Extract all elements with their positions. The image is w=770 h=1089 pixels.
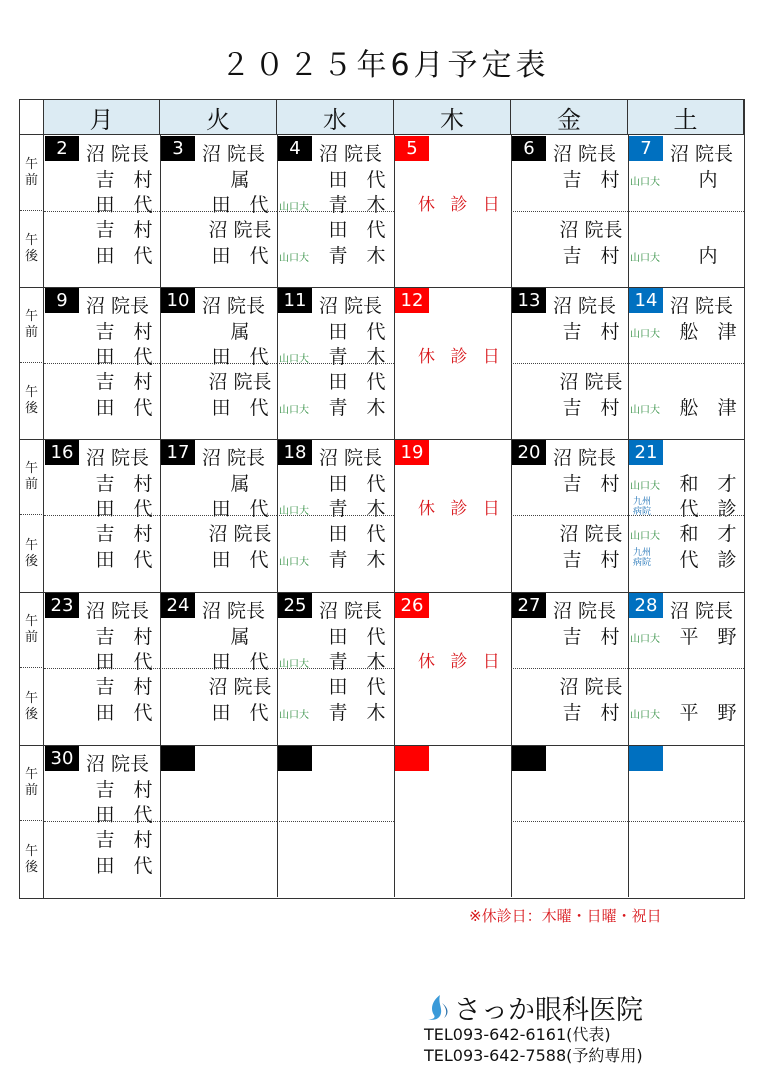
hospital-yamaguchi-label: 山口大 bbox=[630, 633, 660, 645]
doctor-director: 沼 院長 bbox=[553, 295, 617, 317]
doctor-director: 沼 院長 bbox=[202, 295, 266, 317]
day-number-9: 9 bbox=[45, 288, 79, 313]
closed-day-label: 休 診 日 bbox=[418, 652, 505, 672]
doctor-entry: 田 代 bbox=[328, 676, 386, 698]
day-number-13: 13 bbox=[512, 288, 546, 313]
doctor-director: 沼 院長 bbox=[202, 447, 266, 469]
closed-day-label: 休 診 日 bbox=[418, 499, 505, 519]
doctor-entry: 青 木 bbox=[328, 244, 386, 267]
doctor-entry: 田 代 bbox=[328, 219, 386, 241]
hospital-yamaguchi-label: 山口大 bbox=[279, 709, 309, 721]
day-number-25: 25 bbox=[278, 593, 312, 618]
doctor-entry: 田 代 bbox=[95, 396, 153, 419]
doctor-entry: 吉 村 bbox=[562, 396, 620, 419]
doctor-entry: 青 木 bbox=[328, 498, 386, 520]
doctor-entry: 吉 村 bbox=[562, 472, 620, 495]
doctor-director: 沼 院長 bbox=[319, 600, 383, 622]
doctor-entry: 青 木 bbox=[328, 701, 386, 724]
day-number-20: 20 bbox=[512, 440, 546, 465]
doctor-entry: 平 野 bbox=[679, 701, 737, 724]
doctor-entry: 属 bbox=[230, 320, 250, 343]
doctor-entry: 田 代 bbox=[95, 651, 153, 673]
doctor-director: 沼 院長 bbox=[86, 447, 150, 469]
doctor-director: 沼 院長 bbox=[553, 143, 617, 165]
doctor-entry: 和 才 bbox=[679, 472, 737, 495]
ampm-divider bbox=[511, 363, 628, 364]
day-number-4: 4 bbox=[278, 136, 312, 161]
doctor-entry: 属 bbox=[230, 168, 250, 191]
doctor-entry: 吉 村 bbox=[95, 676, 153, 698]
doctor-entry: 吉 村 bbox=[95, 371, 153, 393]
day-number-10: 10 bbox=[161, 288, 195, 313]
doctor-entry: 吉 村 bbox=[95, 219, 153, 241]
pm-label bbox=[20, 515, 44, 592]
am-label-text: 午前 bbox=[24, 308, 38, 340]
doctor-entry: 田 代 bbox=[211, 396, 269, 419]
ampm-divider bbox=[511, 515, 628, 516]
doctor-entry: 代 診 bbox=[679, 498, 737, 520]
pm-label-text: 午後 bbox=[24, 233, 38, 264]
doctor-entry: 田 代 bbox=[95, 194, 153, 216]
doctor-entry: 田 代 bbox=[211, 498, 269, 520]
pm-label bbox=[20, 363, 44, 439]
doctor-entry: 田 代 bbox=[211, 346, 269, 368]
weekday-header-0: 月 bbox=[44, 100, 160, 135]
doctor-entry: 沼 院長 bbox=[208, 523, 272, 545]
am-label bbox=[20, 135, 44, 211]
day-number-18: 18 bbox=[278, 440, 312, 465]
hospital-yamaguchi-label: 山口大 bbox=[630, 531, 660, 542]
doctor-entry: 田 代 bbox=[211, 701, 269, 724]
page-title: ２０２５年6月予定表 bbox=[220, 48, 550, 83]
doctor-director: 沼 院長 bbox=[553, 600, 617, 622]
ampm-divider bbox=[160, 821, 277, 822]
doctor-entry: 沼 院長 bbox=[208, 371, 272, 393]
closed-day-label: 休 診 日 bbox=[418, 195, 505, 215]
day-number-2: 2 bbox=[45, 136, 79, 161]
tel-reservation[interactable]: TEL093-642-7588(予約専用) bbox=[424, 1046, 643, 1065]
doctor-entry: 吉 村 bbox=[562, 625, 620, 648]
day-number-empty bbox=[395, 746, 429, 771]
doctor-entry: 沼 院長 bbox=[559, 676, 623, 698]
doctor-entry: 沼 院長 bbox=[208, 676, 272, 698]
doctor-entry: 和 才 bbox=[679, 523, 737, 545]
hospital-yamaguchi-label: 山口大 bbox=[279, 354, 309, 365]
day-number-empty bbox=[161, 746, 195, 771]
doctor-entry: 吉 村 bbox=[95, 472, 153, 495]
weekday-header-5: 土 bbox=[628, 100, 744, 135]
hospital-yamaguchi-label: 山口大 bbox=[279, 252, 309, 264]
header-corner bbox=[20, 100, 44, 135]
doctor-entry: 属 bbox=[230, 625, 250, 648]
weekday-header-1: 火 bbox=[160, 100, 277, 135]
doctor-entry: 田 代 bbox=[328, 523, 386, 545]
ampm-divider bbox=[511, 668, 628, 669]
day-number-21: 21 bbox=[629, 440, 663, 465]
doctor-entry: 青 木 bbox=[328, 396, 386, 419]
doctor-entry: 田 代 bbox=[95, 548, 153, 571]
doctor-entry: 田 代 bbox=[328, 625, 386, 648]
doctor-entry: 田 代 bbox=[95, 498, 153, 520]
doctor-director: 沼 院長 bbox=[670, 143, 734, 165]
doctor-entry: 田 代 bbox=[328, 472, 386, 495]
doctor-entry: 吉 村 bbox=[95, 320, 153, 343]
doctor-entry: 田 代 bbox=[95, 701, 153, 724]
pm-label bbox=[20, 821, 44, 898]
hospital-yamaguchi-label: 山口大 bbox=[630, 328, 660, 340]
doctor-entry: 内 bbox=[698, 168, 718, 191]
doctor-entry: 田 代 bbox=[328, 371, 386, 393]
weekday-header-2: 水 bbox=[277, 100, 394, 135]
ampm-divider bbox=[277, 821, 394, 822]
column-divider bbox=[511, 135, 512, 897]
doctor-entry: 田 代 bbox=[211, 548, 269, 571]
doctor-entry: 吉 村 bbox=[95, 168, 153, 191]
closed-day-label: 休 診 日 bbox=[418, 347, 505, 367]
doctor-entry: 吉 村 bbox=[562, 548, 620, 571]
doctor-director: 沼 院長 bbox=[319, 295, 383, 317]
column-divider bbox=[628, 135, 629, 897]
doctor-entry: 吉 村 bbox=[95, 829, 153, 851]
doctor-entry: 沼 院長 bbox=[559, 371, 623, 393]
doctor-entry: 田 代 bbox=[328, 320, 386, 343]
am-label bbox=[20, 745, 44, 821]
doctor-entry: 吉 村 bbox=[562, 244, 620, 267]
doctor-entry: 吉 村 bbox=[562, 168, 620, 191]
hospital-yamaguchi-label: 山口大 bbox=[279, 556, 309, 568]
ampm-divider bbox=[628, 821, 744, 822]
day-number-19: 19 bbox=[395, 440, 429, 465]
tel-main[interactable]: TEL093-642-6161(代表) bbox=[424, 1025, 611, 1044]
weekday-header-4: 金 bbox=[511, 100, 628, 135]
doctor-director: 沼 院長 bbox=[86, 143, 150, 165]
day-number-30: 30 bbox=[45, 746, 79, 771]
doctor-director: 沼 院長 bbox=[319, 143, 383, 165]
pm-label bbox=[20, 211, 44, 287]
hospital-yamaguchi-label: 山口大 bbox=[630, 176, 660, 188]
doctor-director: 沼 院長 bbox=[553, 447, 617, 469]
doctor-director: 沼 院長 bbox=[86, 753, 150, 775]
day-number-11: 11 bbox=[278, 288, 312, 313]
hospital-yamaguchi-label: 山口大 bbox=[279, 506, 309, 517]
ampm-divider bbox=[511, 211, 628, 212]
day-number-6: 6 bbox=[512, 136, 546, 161]
closed-days-note: ※休診日：木曜・日曜・祝日 bbox=[469, 907, 662, 925]
day-number-24: 24 bbox=[161, 593, 195, 618]
ampm-divider bbox=[628, 363, 744, 364]
doctor-director: 沼 院長 bbox=[202, 600, 266, 622]
doctor-entry: 吉 村 bbox=[95, 625, 153, 648]
day-number-28: 28 bbox=[629, 593, 663, 618]
doctor-entry: 田 代 bbox=[211, 651, 269, 673]
hospital-kyushu-label: 九州病院 bbox=[632, 547, 651, 568]
doctor-entry: 吉 村 bbox=[562, 320, 620, 343]
day-number-7: 7 bbox=[629, 136, 663, 161]
doctor-entry: 田 代 bbox=[328, 168, 386, 191]
doctor-entry: 田 代 bbox=[95, 244, 153, 267]
day-number-empty bbox=[629, 746, 663, 771]
clinic-name: さっか眼科医院 bbox=[454, 995, 643, 1026]
doctor-entry: 青 木 bbox=[328, 651, 386, 673]
doctor-entry: 青 木 bbox=[328, 548, 386, 571]
pm-label-text: 午後 bbox=[24, 843, 38, 875]
weekday-header-3: 木 bbox=[394, 100, 511, 135]
hospital-yamaguchi-label: 山口大 bbox=[279, 202, 309, 213]
column-divider bbox=[160, 135, 161, 897]
doctor-entry: 舩 津 bbox=[679, 396, 737, 419]
day-number-3: 3 bbox=[161, 136, 195, 161]
doctor-entry: 田 代 bbox=[95, 854, 153, 877]
doctor-entry: 田 代 bbox=[211, 244, 269, 267]
doctor-entry: 代 診 bbox=[679, 548, 737, 571]
column-divider bbox=[394, 135, 395, 897]
doctor-entry: 田 代 bbox=[95, 804, 153, 826]
doctor-entry: 沼 院長 bbox=[208, 219, 272, 241]
pm-label bbox=[20, 668, 44, 745]
am-label bbox=[20, 439, 44, 515]
doctor-entry: 属 bbox=[230, 472, 250, 495]
doctor-director: 沼 院長 bbox=[202, 143, 266, 165]
am-label-text: 午前 bbox=[24, 460, 38, 492]
am-label-text: 午前 bbox=[24, 766, 38, 798]
doctor-director: 沼 院長 bbox=[670, 600, 734, 622]
day-number-5: 5 bbox=[395, 136, 429, 161]
pm-label-text: 午後 bbox=[24, 537, 38, 569]
hospital-yamaguchi-label: 山口大 bbox=[630, 480, 660, 492]
day-number-14: 14 bbox=[629, 288, 663, 313]
ampm-divider bbox=[628, 668, 744, 669]
hospital-yamaguchi-label: 山口大 bbox=[630, 252, 660, 264]
doctor-director: 沼 院長 bbox=[86, 295, 150, 317]
doctor-entry: 吉 村 bbox=[95, 778, 153, 801]
day-number-17: 17 bbox=[161, 440, 195, 465]
day-number-12: 12 bbox=[395, 288, 429, 313]
ampm-divider bbox=[511, 821, 628, 822]
doctor-entry: 田 代 bbox=[211, 194, 269, 216]
day-number-empty bbox=[512, 746, 546, 771]
am-label-text: 午前 bbox=[24, 156, 38, 188]
hospital-yamaguchi-label: 山口大 bbox=[279, 404, 309, 416]
pm-label-text: 午後 bbox=[24, 690, 38, 722]
schedule-calendar bbox=[19, 99, 745, 899]
doctor-entry: 平 野 bbox=[679, 625, 737, 648]
doctor-entry: 沼 院長 bbox=[559, 523, 623, 545]
doctor-entry: 沼 院長 bbox=[559, 219, 623, 241]
hospital-yamaguchi-label: 山口大 bbox=[630, 709, 660, 721]
column-divider bbox=[277, 135, 278, 897]
doctor-entry: 舩 津 bbox=[679, 320, 737, 343]
doctor-entry: 内 bbox=[698, 244, 718, 267]
doctor-entry: 田 代 bbox=[95, 346, 153, 368]
am-label bbox=[20, 287, 44, 363]
doctor-entry: 青 木 bbox=[328, 194, 386, 216]
am-label-text: 午前 bbox=[24, 613, 38, 645]
day-number-16: 16 bbox=[45, 440, 79, 465]
pm-label-text: 午後 bbox=[24, 385, 38, 416]
day-number-empty bbox=[278, 746, 312, 771]
hospital-yamaguchi-label: 山口大 bbox=[630, 404, 660, 416]
doctor-director: 沼 院長 bbox=[319, 447, 383, 469]
day-number-23: 23 bbox=[45, 593, 79, 618]
hospital-yamaguchi-label: 山口大 bbox=[279, 659, 309, 670]
hospital-kyushu-label: 九州病院 bbox=[632, 497, 651, 517]
day-number-27: 27 bbox=[512, 593, 546, 618]
day-number-26: 26 bbox=[395, 593, 429, 618]
clinic-logo-icon bbox=[426, 993, 450, 1021]
doctor-entry: 青 木 bbox=[328, 346, 386, 368]
doctor-entry: 吉 村 bbox=[562, 701, 620, 724]
doctor-director: 沼 院長 bbox=[670, 295, 734, 317]
am-label bbox=[20, 592, 44, 668]
ampm-divider bbox=[628, 211, 744, 212]
doctor-entry: 吉 村 bbox=[95, 523, 153, 545]
doctor-director: 沼 院長 bbox=[86, 600, 150, 622]
